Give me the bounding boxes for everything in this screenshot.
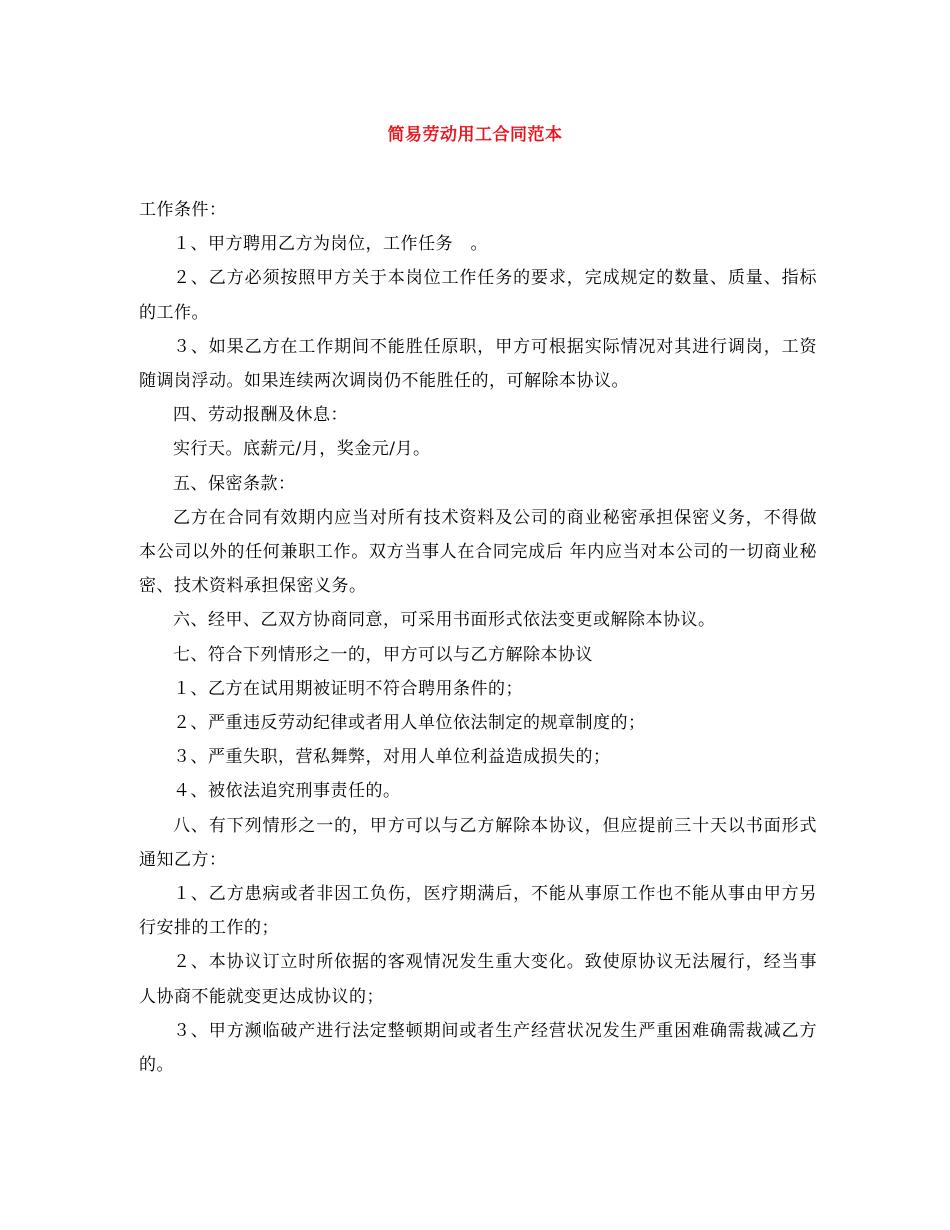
paragraph-list-item: ２、严重违反劳动纪律或者用人单位依法制定的规章制度的； (173, 713, 646, 734)
paragraph-list-item: １、乙方在试用期被证明不符合聘用条件的； (173, 678, 523, 699)
paragraph-clause: ３、如果乙方在工作期间不能胜任原职，甲方可根据实际情况对其进行调岗，工资随调岗浮动。如果连续两次调岗仍不能胜任的，可解除本协议。 (139, 336, 817, 392)
paragraph-section-heading: 八、有下列情形之一的，甲方可以与乙方解除本协议，但应提前三十天以书面形式通知乙方： (139, 815, 817, 870)
document-title: 简易劳动用工合同范本 (387, 125, 563, 145)
paragraph-list-item: １、乙方患病或者非因工负伤，医疗期满后，不能从事原工作也不能从事由甲方另行安排的工作的； (139, 884, 817, 939)
paragraph-list-item: ２、本协议订立时所依据的客观情况发生重大变化。致使原协议无法履行，经当事人协商不能就变更达成协议的； (139, 952, 817, 1007)
paragraph-clause: 六、经甲、乙双方协商同意，可采用书面形式依法变更或解除本协议。 (173, 610, 716, 631)
paragraph-list-item: ４、被依法追究刑事责任的。 (173, 781, 401, 802)
paragraph-section-heading: 五、保密条款： (173, 473, 296, 494)
paragraph-clause: 乙方在合同有效期内应当对所有技术资料及公司的商业秘密承担保密义务，不得做本公司以外的任何兼职工作。双方当事人在合同完成后 年内应当对本公司的一切商业秘密、技术资料承担保密义务。 (139, 507, 817, 597)
paragraph-work-conditions-heading: 工作条件： (139, 200, 227, 220)
paragraph-list-item: ３、甲方濒临破产进行法定整顿期间或者生产经营状况发生严重困难确需裁减乙方的。 (139, 1020, 817, 1076)
paragraph-clause: １、甲方聘用乙方为岗位，工作任务 。 (173, 234, 488, 255)
document-body (139, 193, 817, 1082)
paragraph-clause: ２、乙方必须按照甲方关于本岗位工作任务的要求，完成规定的数量、质量、指标的工作。 (139, 268, 817, 323)
paragraph-section-heading: 七、符合下列情形之一的，甲方可以与乙方解除本协议 (173, 644, 593, 665)
paragraph-clause: 实行天。底薪元/月，奖金元/月。 (173, 439, 431, 460)
paragraph-section-heading: 四、劳动报酬及休息： (173, 405, 348, 426)
paragraph-list-item: ３、严重失职，营私舞弊，对用人单位利益造成损失的； (173, 747, 611, 768)
